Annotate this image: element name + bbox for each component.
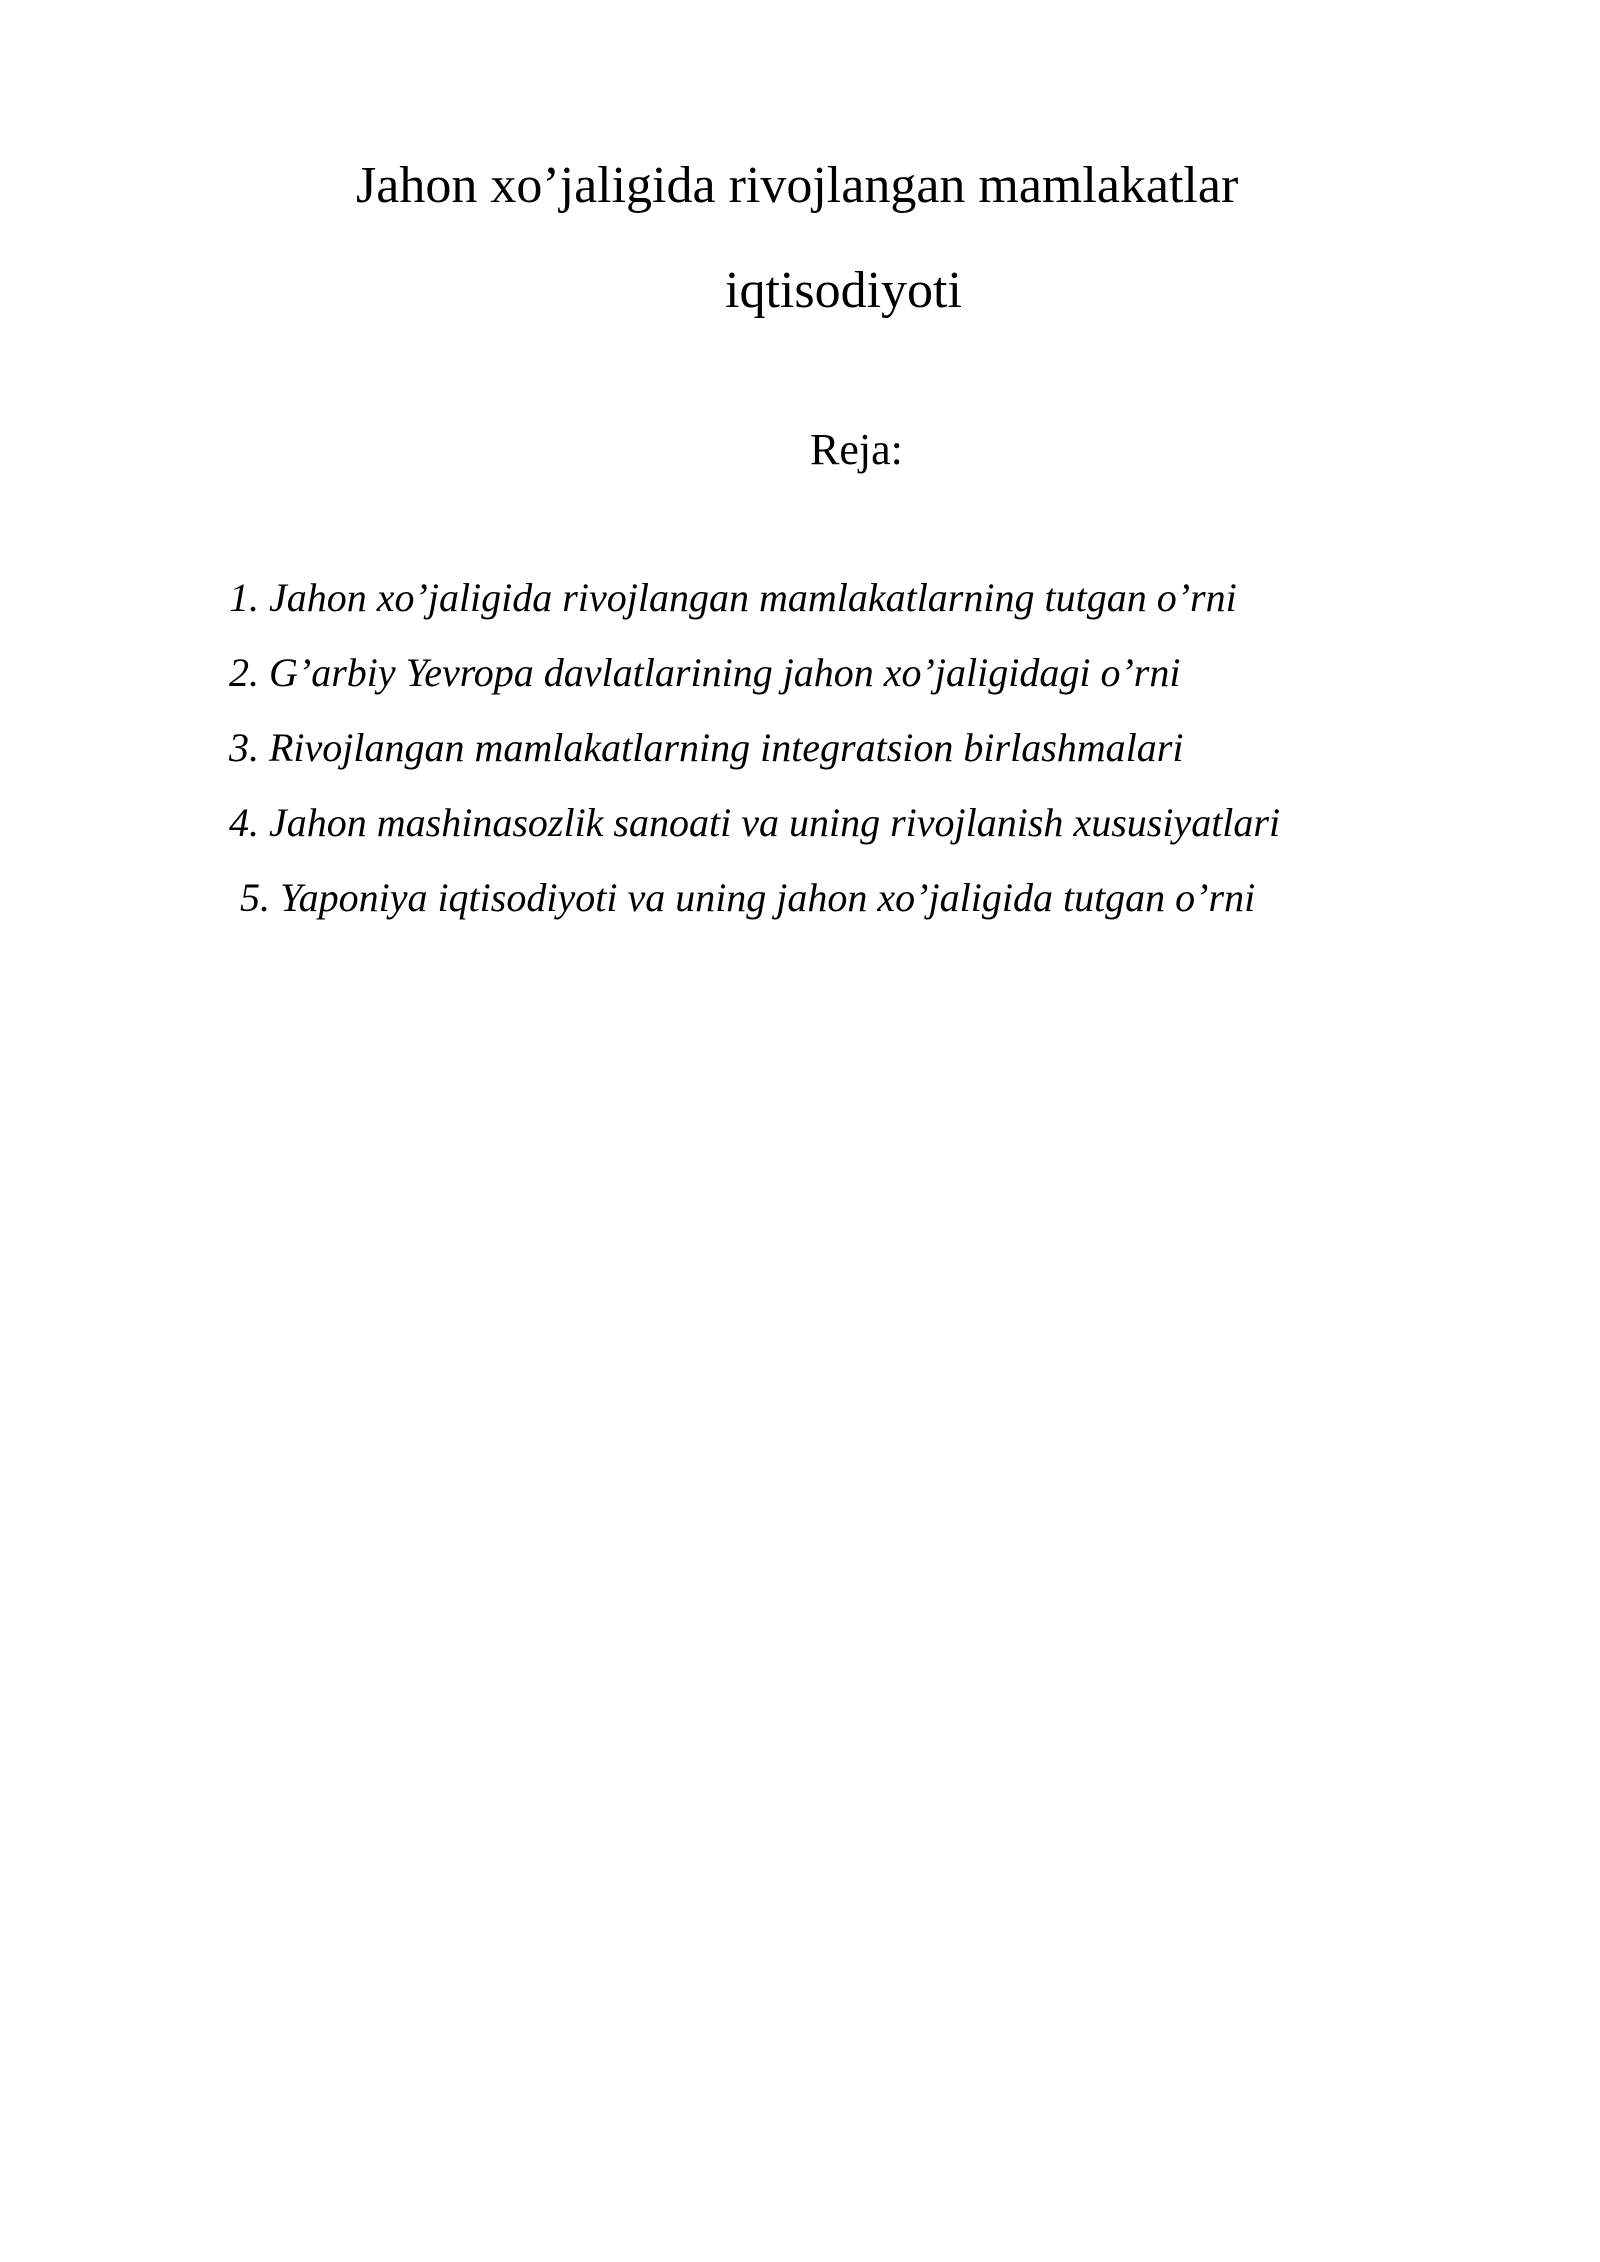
plan-heading: Reja:	[810, 425, 903, 474]
plan-item-1: 1. Jahon xo’jaligida rivojlangan mamlakatlarning tutgan o’rni	[229, 575, 1237, 620]
document-title-line-2: iqtisodiyoti	[725, 262, 962, 319]
document-title-line-1: Jahon xo’jaligida rivojlangan mamlakatlar	[356, 157, 1239, 214]
plan-item-3: 3. Rivojlangan mamlakatlarning integratsion birlashmalari	[229, 725, 1184, 770]
plan-item-2: 2. G’arbiy Yevropa davlatlarining jahon xo’jaligidagi o’rni	[229, 650, 1181, 695]
plan-item-5: 5. Yaponiya iqtisodiyoti va uning jahon xo’jaligida tutgan o’rni	[240, 875, 1256, 920]
plan-item-4: 4. Jahon mashinasozlik sanoati va uning rivojlanish xususiyatlari	[229, 800, 1281, 845]
